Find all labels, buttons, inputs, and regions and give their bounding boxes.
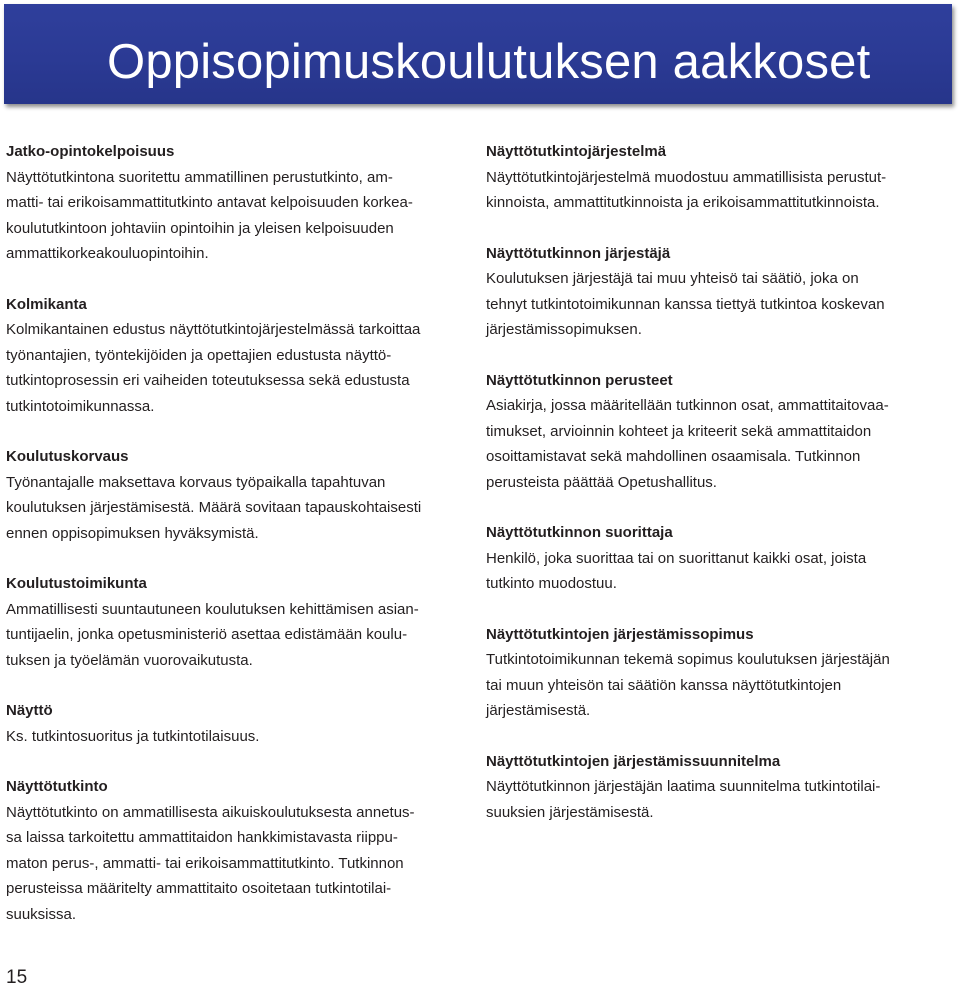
- entry-definition: [486, 393, 948, 495]
- definition-line: timukset, arvioinnin kohteet ja kriteerit sekä ammattitaidon: [486, 422, 872, 440]
- definition-line: tutkinto muodostuu.: [486, 575, 617, 592]
- definition-line: Tutkintotoimikunnan tekemä sopimus koulutuksen järjestäjän: [486, 651, 890, 668]
- definition-line: tuksen ja työelämän vuorovaikutusta.: [6, 651, 253, 669]
- entry-term: Näyttö: [6, 702, 53, 719]
- entry-term: Näyttötutkintojen järjestämissuunnitelma: [486, 752, 781, 770]
- entry-definition: [6, 724, 472, 750]
- glossary-entry: [6, 292, 472, 420]
- definition-line: ennen oppisopimuksen hyväksymistä.: [6, 524, 259, 542]
- entry-definition: [486, 165, 948, 216]
- glossary-entry: [486, 241, 948, 343]
- definition-line: sa laissa tarkoitettu ammattitaidon hankkimistavasta riippu-: [6, 829, 398, 846]
- definition-line: Ammatillisesti suuntautuneen koulutuksen kehittämisen asian-: [6, 600, 419, 618]
- glossary-entry: [6, 571, 472, 673]
- page-number: 15: [6, 967, 28, 988]
- glossary-entry: [6, 444, 472, 546]
- definition-line: Koulutuksen järjestäjä tai muu yhteisö tai säätiö, joka on: [486, 270, 859, 287]
- definition-line: Työnantajalle maksettava korvaus työpaikalla tapahtuvan: [6, 473, 386, 491]
- entry-definition: [486, 546, 948, 597]
- definition-line: tutkintoprosessin eri vaiheiden toteutuksessa sekä edustusta: [6, 372, 410, 389]
- glossary-entry: [486, 139, 948, 216]
- glossary-entry: [6, 698, 472, 749]
- glossary-entry: [6, 139, 472, 267]
- glossary-entry: [486, 520, 948, 597]
- definition-line: Näyttötutkinnon järjestäjän laatima suunnitelma tutkintotilai-: [486, 778, 881, 795]
- definition-line: järjestämissopimuksen.: [486, 321, 642, 338]
- right-column: [486, 139, 948, 825]
- entry-term: Näyttötutkintojen järjestämissopimus: [486, 625, 754, 643]
- glossary-entry: [486, 622, 948, 724]
- entry-term: Näyttötutkintojärjestelmä: [486, 143, 667, 160]
- entry-term: Näyttötutkinto: [6, 778, 108, 795]
- entry-definition: [6, 800, 472, 928]
- definition-line: tai muun yhteisön tai säätiön kanssa näyttötutkintojen: [486, 676, 842, 694]
- definition-line: koulututkintoon johtaviin opintoihin ja yleisen kelpoisuuden: [6, 219, 394, 237]
- definition-line: suuksien järjestämisestä.: [486, 803, 654, 821]
- definition-line: Asiakirja, jossa määritellään tutkinnon osat, ammattitaitovaa-: [486, 397, 889, 414]
- definition-line: koulutuksen järjestämisestä. Määrä sovitaan tapauskohtaisesti: [6, 499, 422, 516]
- entry-definition: [6, 470, 472, 547]
- left-column: [6, 139, 472, 927]
- entry-term: Kolmikanta: [6, 295, 87, 313]
- definition-line: Henkilö, joka suorittaa tai on suorittanut kaikki osat, joista: [486, 549, 867, 567]
- definition-line: ammattikorkeakouluopintoihin.: [6, 245, 209, 262]
- definition-line: Näyttötutkintojärjestelmä muodostuu ammatillisista perustut-: [486, 168, 887, 186]
- definition-line: Näyttötutkinto on ammatillisesta aikuiskoulutuksesta annetus-: [6, 803, 415, 821]
- glossary-entry: [486, 749, 948, 826]
- entry-definition: [486, 266, 948, 343]
- entry-definition: [486, 774, 948, 825]
- entry-term: Näyttötutkinnon suorittaja: [486, 524, 673, 541]
- definition-line: perusteissa määritelty ammattitaito osoitetaan tutkintotilai-: [6, 880, 392, 897]
- entry-definition: [6, 597, 472, 674]
- definition-line: Näyttötutkintona suoritettu ammatillinen perustutkinto, am-: [6, 168, 393, 186]
- entry-term: Jatko-opintokelpoisuus: [6, 143, 175, 160]
- entry-term: Näyttötutkinnon järjestäjä: [486, 244, 671, 262]
- definition-line: suuksissa.: [6, 905, 77, 923]
- definition-line: tuntijaelin, jonka opetusministeriö asettaa edistämään koulu-: [6, 626, 408, 643]
- entry-definition: [486, 647, 948, 724]
- definition-line: järjestämisestä.: [486, 702, 591, 719]
- definition-line: Ks. tutkintosuoritus ja tutkintotilaisuus.: [6, 727, 260, 745]
- definition-line: perusteista päättää Opetushallitus.: [486, 473, 717, 491]
- definition-line: Kolmikantainen edustus näyttötutkintojärjestelmässä tarkoittaa: [6, 321, 421, 338]
- glossary-entry: [486, 368, 948, 496]
- entry-term: Näyttötutkinnon perusteet: [486, 371, 673, 389]
- entry-definition: [6, 165, 472, 267]
- definition-line: osoittamistavat sekä mahdollinen osaamisala. Tutkinnon: [486, 448, 861, 465]
- definition-line: tutkintotoimikunnassa.: [6, 397, 155, 415]
- entry-term: Koulutuskorvaus: [6, 448, 129, 465]
- definition-line: työnantajien, työntekijöiden ja opettajien edustusta näyttö-: [6, 346, 392, 364]
- definition-line: tehnyt tutkintotoimikunnan kanssa tiettyä tutkintoa koskevan: [486, 295, 885, 313]
- definition-line: kinnoista, ammattitutkinnoista ja erikoisammattitutkinnoista.: [486, 194, 880, 211]
- glossary-entry: [6, 774, 472, 927]
- definition-line: maton perus-, ammatti- tai erikoisammattitutkinto. Tutkinnon: [6, 854, 404, 872]
- definition-line: matti- tai erikoisammattitutkinto antavat kelpoisuuden korkea-: [6, 194, 413, 211]
- title-banner: [4, 4, 952, 104]
- page-title: Oppisopimuskoulutuksen aakkoset: [107, 35, 871, 89]
- entry-term: Koulutustoimikunta: [6, 575, 147, 592]
- entry-definition: [6, 317, 472, 419]
